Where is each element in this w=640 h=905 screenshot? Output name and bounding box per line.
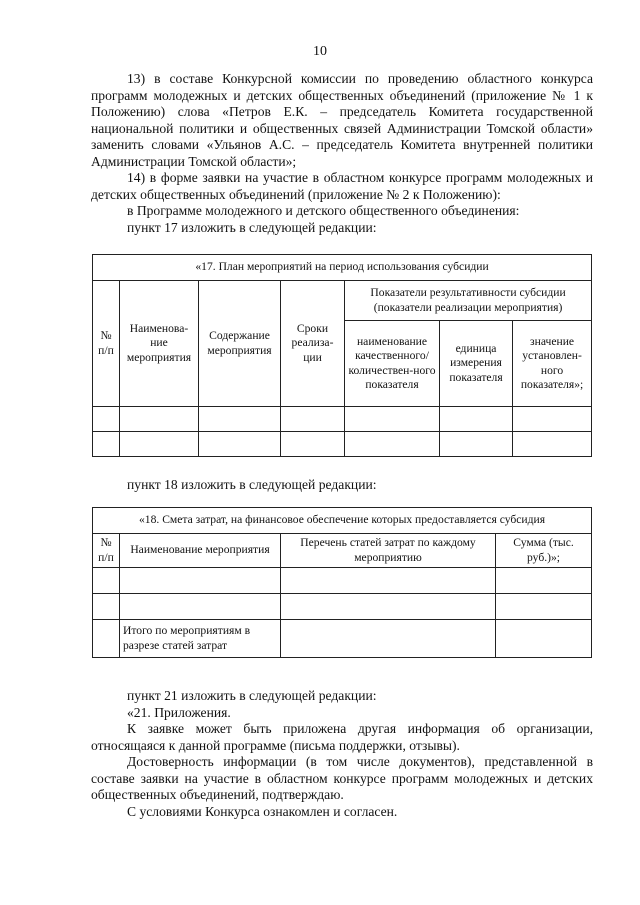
table-row (93, 568, 592, 594)
table-17-plan (92, 254, 592, 457)
col-header-name: Наименова-ние мероприятия (120, 281, 199, 407)
text-block-top (91, 71, 593, 236)
col-header-indicators: Показатели результативности субсидии (показатели реализации мероприятия) (345, 281, 592, 321)
page-number: 10 (313, 44, 327, 59)
total-row-label: Итого по мероприятиям в разрезе статей затрат (120, 620, 281, 658)
paragraph-confirmation: Достоверность информации (в том числе документов), представленной в составе заявки на участие в областном конкурсе программ молодежных и детских общественных объединений, подтверждаю. (91, 754, 593, 802)
table-18-estimate (92, 507, 592, 658)
paragraph-attachment-info: К заявке может быть приложена другая информация об организации, относящаяся к данной программе (письма поддержки, отзывы). (91, 721, 593, 753)
col-header-cost-list: Перечень статей затрат по каждому мероприятию (281, 534, 496, 568)
table-row (93, 594, 592, 620)
table-row (93, 407, 592, 432)
subheader-value: значение установлен-ного показателя»; (513, 321, 592, 407)
line-program: в Программе молодежного и детского общественного объединения: (127, 203, 520, 218)
line-point-17: пункт 17 изложить в следующей редакции: (127, 219, 377, 235)
table-row (93, 432, 592, 457)
col-header-terms: Сроки реализа-ции (281, 281, 345, 407)
line-point-21: пункт 21 изложить в следующей редакции: (127, 688, 377, 703)
text-block-bottom (91, 688, 593, 820)
col-header-content: Содержание мероприятия (199, 281, 281, 407)
col-header-no: № п/п (93, 534, 120, 568)
paragraph-agreement: С условиями Конкурса ознакомлен и согласен. (127, 803, 398, 819)
col-header-sum: Сумма (тыс. руб.)»; (496, 534, 592, 568)
paragraph-13: 13) в составе Конкурсной комиссии по проведению областного конкурса программ молодежных и детских общественных объединений (приложение № 1 к Положению) слова «Петров Е.К. – председатель Комитета государственной национальной политики и общественных связей Администрации Томской области» заменить словами «Ульянов А.С. – председатель Комитета внутренней политики Администрации Томской области»; (91, 71, 593, 169)
col-header-no: № п/п (93, 281, 120, 407)
line-point-18: пункт 18 изложить в следующей редакции: (127, 477, 377, 492)
col-header-name: Наименование мероприятия (120, 534, 281, 568)
subheader-unit: единица измерения показателя (440, 321, 513, 407)
paragraph-14: 14) в форме заявки на участие в областном конкурсе программ молодежных и детских общественных объединений (приложение № 2 к Положению): (91, 170, 593, 202)
subheader-indicator-name: наименование качественного/ количествен-ного показателя (345, 321, 440, 407)
line-point-18-wrap (91, 477, 593, 494)
line-21-attachments: «21. Приложения. (127, 704, 231, 720)
table-18-caption: «18. Смета затрат, на финансовое обеспечение которых предоставляется субсидия (93, 508, 592, 534)
table-17-caption: «17. План мероприятий на период использования субсидии (93, 255, 592, 281)
